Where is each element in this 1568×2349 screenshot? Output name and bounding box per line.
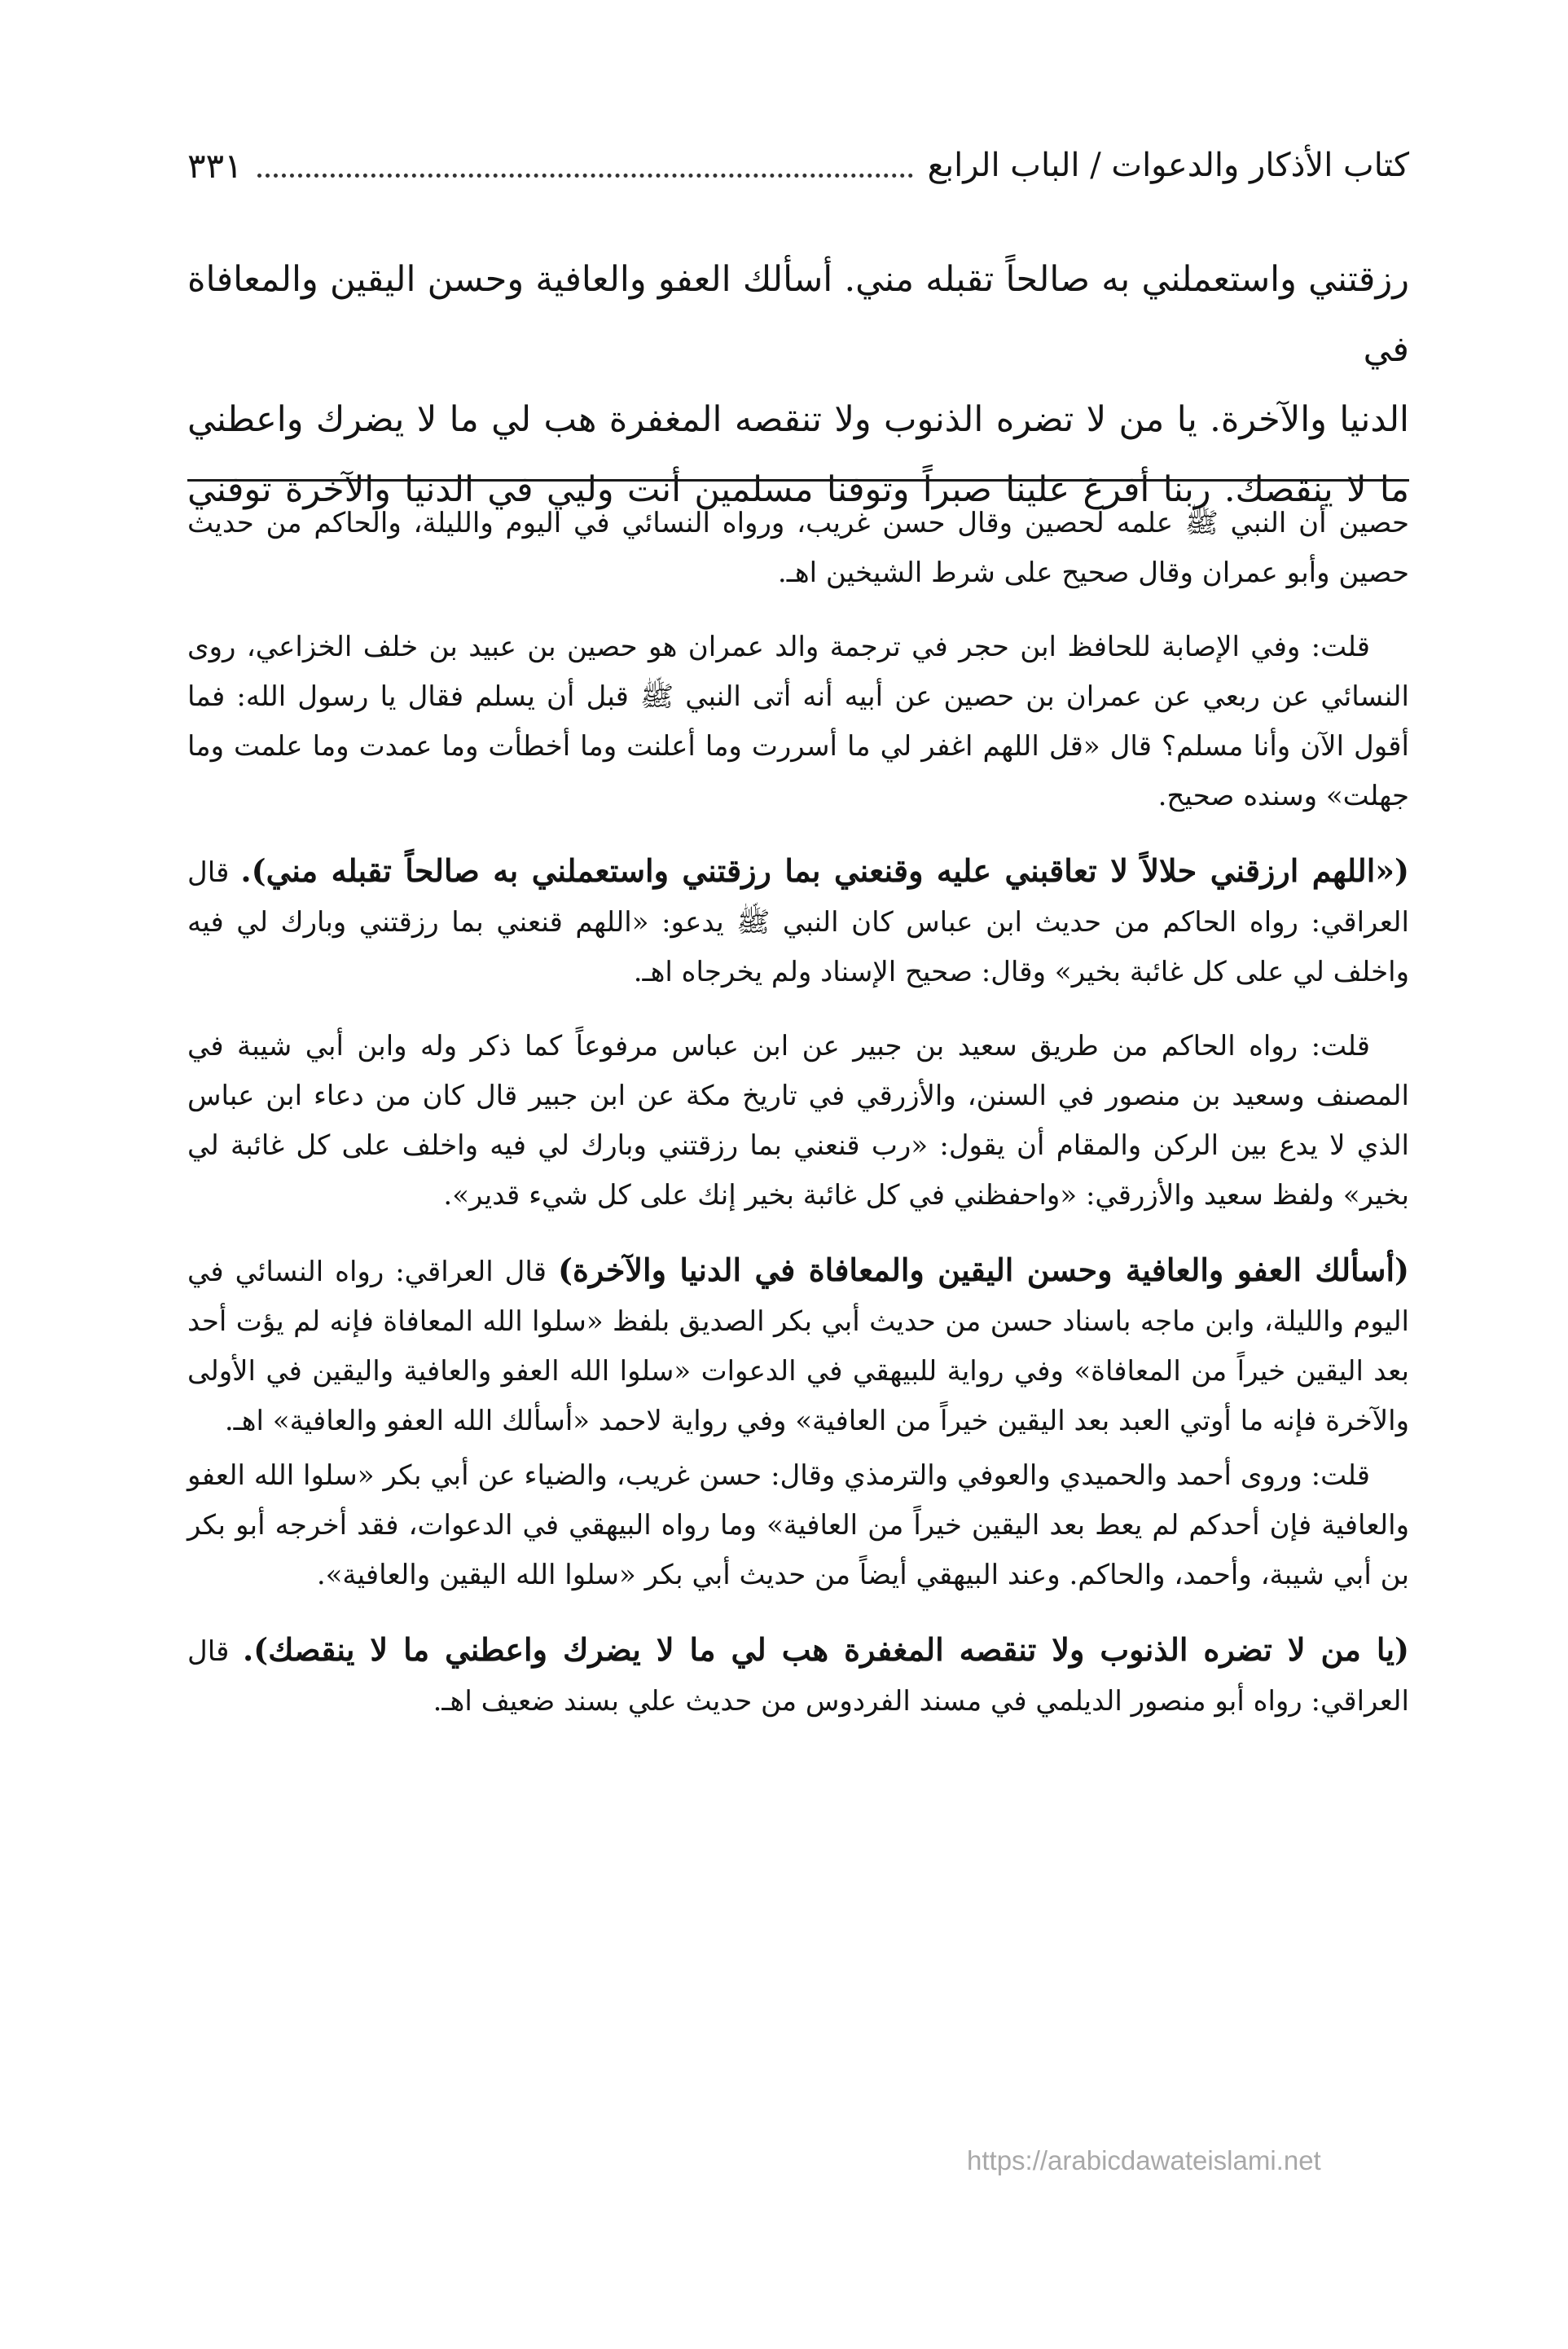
commentary-paragraph [187, 1625, 1409, 1727]
main-text [187, 244, 1409, 525]
dot-leader [257, 174, 913, 178]
quoted-supplication: (أسألك العفو والعافية وحسن اليقين والمعافاة في الدنيا والآخرة) [558, 1251, 1409, 1288]
page-number: ٣٣١ [187, 145, 243, 186]
commentary-text: قال العراقي: رواه النسائي في اليوم والليلة، وابن ماجه باسناد حسن من حديث أبي بكر الصديق بلفظ «سلوا الله المعافاة فإنه لم يؤت أحد بعد اليقين خيراً من المعافاة» وفي رواية للبيهقي في الدعوات «سلوا الله العفو والعافية واليقين في الأولى والآخرة فإنه ما أوتي العبد بعد اليقين خيراً من العافية» وفي رواية لاحمد «أسألك الله العفو والعافية» اهـ. [187, 1256, 1409, 1437]
main-text-line: الدنيا والآخرة. يا من لا تضره الذنوب ولا تنقصه المغفرة هب لي ما لا يضرك واعطني [187, 399, 1409, 440]
watermark-url: https://arabicdawateislami.net [967, 2145, 1321, 2175]
page-header [187, 137, 1409, 194]
commentary-text: قال العراقي: رواه الحاكم من حديث ابن عباس كان النبي ﷺ يدعو: «اللهم قنعني بما رزقتني وبارك لي فيه واخلف لي على كل غائبة بخير» وقال: صحيح الإسناد ولم يخرجاه اهـ. [187, 856, 1409, 988]
commentary-paragraph: قلت: وفي الإصابة للحافظ ابن حجر في ترجمة والد عمران هو حصين بن عبيد بن خلف الخزاعي، روى النسائي عن ربعي عن عمران بن حصين عن أبيه أنه أتى النبي ﷺ قبل أن يسلم فقال يا رسول الله: فما أقول الآن وأنا مسلم؟ قال «قل اللهم اغفر لي ما أسررت وما أعلنت وما أخطأت وما عمدت وما علمت وما جهلت» وسنده صحيح. [187, 631, 1409, 812]
main-text-line: ما لا ينقصك. ربنا أفرغ علينا صبراً وتوفنا مسلمين أنت وليي في الدنيا والآخرة توفني [187, 469, 1409, 510]
commentary-paragraph [187, 846, 1409, 997]
quoted-supplication: (يا من لا تضره الذنوب ولا تنقصه المغفرة هب لي ما لا يضرك واعطني ما لا ينقصك). [242, 1631, 1409, 1668]
running-title: كتاب الأذكار والدعوات / الباب الرابع [927, 147, 1409, 184]
commentary [187, 499, 1409, 1751]
quoted-supplication: («اللهم ارزقني حلالاً لا تعاقبني عليه وقنعني بما رزقتني واستعملني به صالحاً تقبله مني). [240, 852, 1409, 889]
footnote-divider [187, 479, 1409, 482]
commentary-paragraph [187, 1245, 1409, 1446]
commentary-paragraph: قلت: وروى أحمد والحميدي والعوفي والترمذي وقال: حسن غريب، والضياء عن أبي بكر «سلوا الله العفو والعافية فإن أحدكم لم يعط بعد اليقين خيراً من العافية» وما رواه البيهقي في الدعوات، فقد أخرجه أبو بكر بن أبي شيبة، وأحمد، والحاكم. وعند البيهقي أيضاً من حديث أبي بكر «سلوا الله اليقين والعافية». [187, 1459, 1409, 1591]
main-text-line: رزقتني واستعملني به صالحاً تقبله مني. أسألك العفو والعافية وحسن اليقين والمعافاة في [187, 259, 1409, 370]
commentary-text: قال العراقي: رواه أبو منصور الديلمي في مسند الفردوس من حديث علي بسند ضعيف اهـ. [187, 1635, 1409, 1718]
commentary-paragraph: قلت: رواه الحاكم من طريق سعيد بن جبير عن ابن عباس مرفوعاً كما ذكر وله وابن أبي شيبة في المصنف وسعيد بن منصور في السنن، والأزرقي في تاريخ مكة عن ابن جبير قال كان من دعاء ابن عباس الذي لا يدع بين الركن والمقام أن يقول: «رب قنعني بما رزقتني وبارك لي فيه واخلف على كل غائبة لي بخير» ولفظ سعيد والأزرقي: «واحفظني في كل غائبة بخير إنك على كل شيء قدير». [187, 1030, 1409, 1212]
commentary-paragraph: حصين أن النبي ﷺ علمه لحصين وقال حسن غريب، ورواه النسائي في اليوم والليلة، والحاكم من حديث حصين وأبو عمران وقال صحيح على شرط الشيخين اهـ. [187, 507, 1409, 589]
